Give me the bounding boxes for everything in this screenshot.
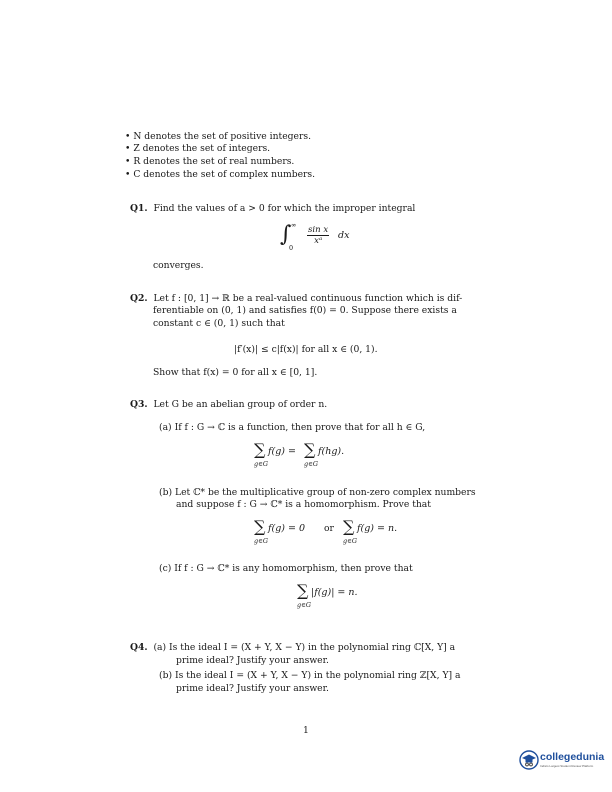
sum-equation-b: ∑ g∈G f(g) = 0 or ∑ g∈G f(g) = n. — [254, 517, 398, 545]
question-text: Find the values of a > 0 for which the improper integral — [153, 203, 416, 214]
question-label: Q2. — [130, 293, 148, 304]
question-label: Q1. — [130, 203, 148, 214]
notation-item: • C denotes the set of complex numbers. — [125, 169, 316, 180]
question-label: Q4. — [130, 642, 148, 653]
part-a-text: (a) Is the ideal I = (X + Y, X − Y) in the polynomial ring ℂ[X, Y] a — [153, 642, 456, 653]
question-text: Let G be an abelian group of order n. — [153, 399, 328, 410]
question-text: Show that f(x) = 0 for all x ∈ [0, 1]. — [153, 367, 318, 378]
logo-tagline: India's Largest Student Review Platform — [540, 764, 594, 768]
page-number: 1 — [303, 725, 309, 736]
part-c-text: (c) If f : G → ℂ* is any homomorphism, then prove that — [159, 563, 413, 574]
integrand-fraction: $\frac{\text{sin x}}{\text{xᵃ}}$ — [308, 225, 329, 246]
part-b-text: (b) Let ℂ* be the multiplicative group of non-zero complex numbers — [159, 487, 476, 498]
question-text: converges. — [153, 260, 204, 271]
exam-page: • N denotes the set of positive integers. • Z denotes the set of integers. • R denotes the set of real numbers. • C denotes the set of complex numbers. Q1. Find the values of a > 0 for which the improper integral ∫ ∞ 0 $\frac{\text{sin x}}{\text{xᵃ}}$ dx converges. Q2. Let f : [0, 1] → ℝ be a real-valued continuous function which is dif- ferentiable on (0, 1) and satisfies f(0) = 0. Suppose there exists a constant c ∈ (0, 1) such that |f′(x)| ≤ c|f(x)| for all x ∈ (0, 1). Show that f(x) = 0 for all x ∈ [0, 1]. Q3. Let G be an abelian group of order n. (a) If f : G → ℂ is a function, then prove that for all h ∈ G, ∑ g∈G f(g) = ∑ g∈G f(hg). (b) Let ℂ* be the multiplicative group of non-zero complex numbers and suppose f : G → ℂ* is a homomorphism. Prove that ∑ g∈G f(g) = 0 or ∑ g∈G f(g) = n. (c) If f : G → ℂ* is any homomorphism, then prove that ∑ g∈G |f(g)| = n. Q4. (a) Is the ideal I = (X + Y, X − Y) in the polynomial ring ℂ[X, Y] a prime ideal? Justify your answer. (b) Is the ideal I = (X + Y, X − Y) in the polynomial ring ℤ[X, Y] a prime ideal? Justify your answer. 1 collegedunia India's Largest Student Review Platform — [0, 0, 612, 792]
part-b-text: and suppose f : G → ℂ* is a homomorphism. Prove that — [176, 499, 431, 510]
graduate-icon — [519, 750, 539, 770]
part-a-text: (a) If f : G → ℂ is a function, then prove that for all h ∈ G, — [159, 422, 426, 433]
part-a-text: prime ideal? Justify your answer. — [176, 655, 329, 666]
sum-equation-a: ∑ g∈G f(g) = ∑ g∈G f(hg). — [254, 440, 345, 468]
part-b-text: (b) Is the ideal I = (X + Y, X − Y) in the polynomial ring ℤ[X, Y] a — [159, 670, 461, 681]
question-label: Q3. — [130, 399, 148, 410]
display-equation: |f′(x)| ≤ c|f(x)| for all x ∈ (0, 1). — [234, 344, 378, 355]
part-b-text: prime ideal? Justify your answer. — [176, 683, 329, 694]
notation-item: • N denotes the set of positive integers. — [125, 131, 311, 142]
question-text: ferentiable on (0, 1) and satisfies f(0) = 0. Suppose there exists a — [153, 305, 457, 316]
notation-item: • R denotes the set of real numbers. — [125, 156, 295, 167]
logo-text: collegedunia — [540, 751, 605, 763]
collegedunia-logo — [519, 749, 612, 771]
question-text: Let f : [0, 1] → ℝ be a real-valued continuous function which is dif- — [153, 293, 463, 304]
notation-item: • Z denotes the set of integers. — [125, 143, 271, 154]
question-text: constant c ∈ (0, 1) such that — [153, 318, 285, 329]
sum-equation-c: ∑ g∈G |f(g)| = n. — [297, 581, 358, 609]
